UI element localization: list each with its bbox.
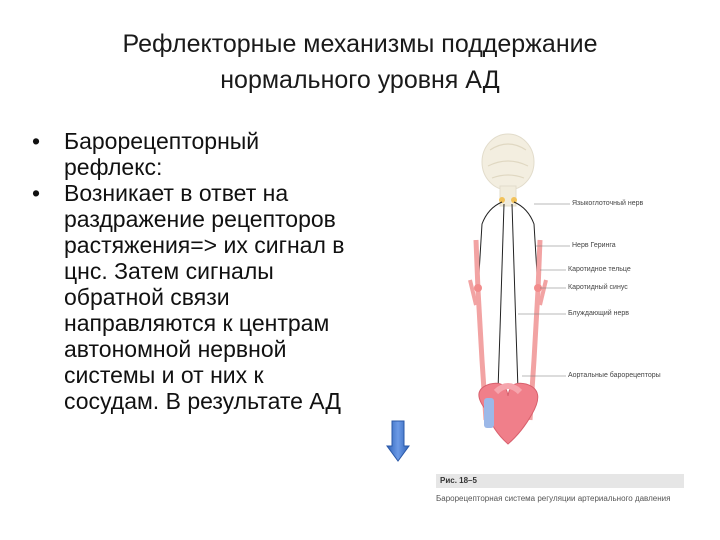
slide-title <box>40 26 680 98</box>
figure-label: Языкоглоточный нерв <box>572 200 644 207</box>
down-arrow-icon <box>386 420 410 462</box>
figure-label: Блуждающий нерв <box>568 310 629 317</box>
bullet-line: обратной связи <box>64 284 230 310</box>
carotid-sinus-left <box>474 284 482 292</box>
figure-caption: Барорецепторная система регуляции артериального давления <box>436 494 671 503</box>
nerve-right-outer <box>514 202 538 290</box>
baroreceptor-diagram <box>430 130 710 520</box>
bullet-line: растяжения=> их сигнал в <box>64 232 345 258</box>
bullet-line: направляются к центрам <box>64 310 330 336</box>
bullet-line: автономной нервной <box>64 336 287 362</box>
brain-shape <box>482 134 534 190</box>
figure-label: Каротидный синус <box>568 284 628 291</box>
vagus-right <box>512 204 518 390</box>
nerve-left-outer <box>478 202 502 290</box>
bullet-item <box>28 180 428 414</box>
figure-label: Аортальные барорецепторы <box>568 372 661 379</box>
aortic-arch <box>496 386 520 392</box>
figure-label: Каротидное тельце <box>568 266 631 273</box>
title-line-1: Рефлекторные механизмы поддержание <box>122 30 598 58</box>
bullet-item <box>28 128 428 180</box>
bullet-line: • Возникает в ответ на <box>64 180 289 206</box>
figure-number: Рис. 18–5 <box>440 476 477 485</box>
bullet-list <box>28 128 428 414</box>
brainstem-shape <box>500 186 516 206</box>
title-line-2: нормального уровня АД <box>220 66 500 94</box>
bullet-line: рефлекс: <box>64 154 163 180</box>
vagus-left <box>498 204 504 390</box>
bullet-line: цнс. Затем сигналы <box>64 258 274 284</box>
vena-cava <box>484 398 494 428</box>
bullet-line: сосудам. В результате АД <box>64 388 341 414</box>
bullet-line: системы и от них к <box>64 362 264 388</box>
bullet-line: • Барорецепторный <box>64 128 260 154</box>
bullet-line: раздражение рецепторов <box>64 206 336 232</box>
figure-label: Нерв Геринга <box>572 242 616 249</box>
